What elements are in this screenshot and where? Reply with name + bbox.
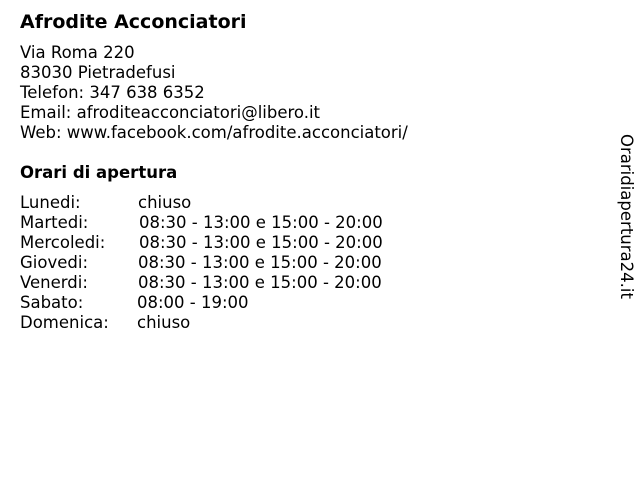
- day-label: Domenica:: [20, 313, 109, 332]
- opening-hours-heading: Orari di apertura: [20, 163, 178, 182]
- day-label: Lunedi:: [20, 193, 81, 212]
- time-value: 08:00 - 19:00: [137, 293, 249, 312]
- city-address: 83030 Pietradefusi: [20, 63, 176, 82]
- time-value: chiuso: [138, 193, 192, 212]
- day-label: Giovedi:: [20, 253, 88, 272]
- brand-watermark: [610, 134, 638, 309]
- day-label: Mercoledi:: [20, 233, 106, 252]
- day-label: Venerdi:: [20, 273, 88, 292]
- day-label: Martedi:: [20, 213, 89, 232]
- business-name: Afrodite Acconciatori: [20, 11, 247, 33]
- time-value: 08:30 - 13:00 e 15:00 - 20:00: [139, 233, 383, 252]
- brand-text: Oraridiapertura24.it: [617, 134, 636, 299]
- phone-number[interactable]: Telefon: 347 638 6352: [20, 83, 205, 102]
- time-value: 08:30 - 13:00 e 15:00 - 20:00: [138, 253, 382, 272]
- time-value: 08:30 - 13:00 e 15:00 - 20:00: [138, 273, 382, 292]
- time-value: 08:30 - 13:00 e 15:00 - 20:00: [139, 213, 383, 232]
- email-address[interactable]: Email: afroditeacconciatori@libero.it: [20, 103, 321, 122]
- time-value: chiuso: [137, 313, 191, 332]
- street-address: Via Roma 220: [20, 43, 135, 62]
- contact-info: [20, 43, 408, 143]
- day-label: Sabato:: [20, 293, 84, 312]
- website-link[interactable]: Web: www.facebook.com/afrodite.acconciatori/: [20, 123, 408, 142]
